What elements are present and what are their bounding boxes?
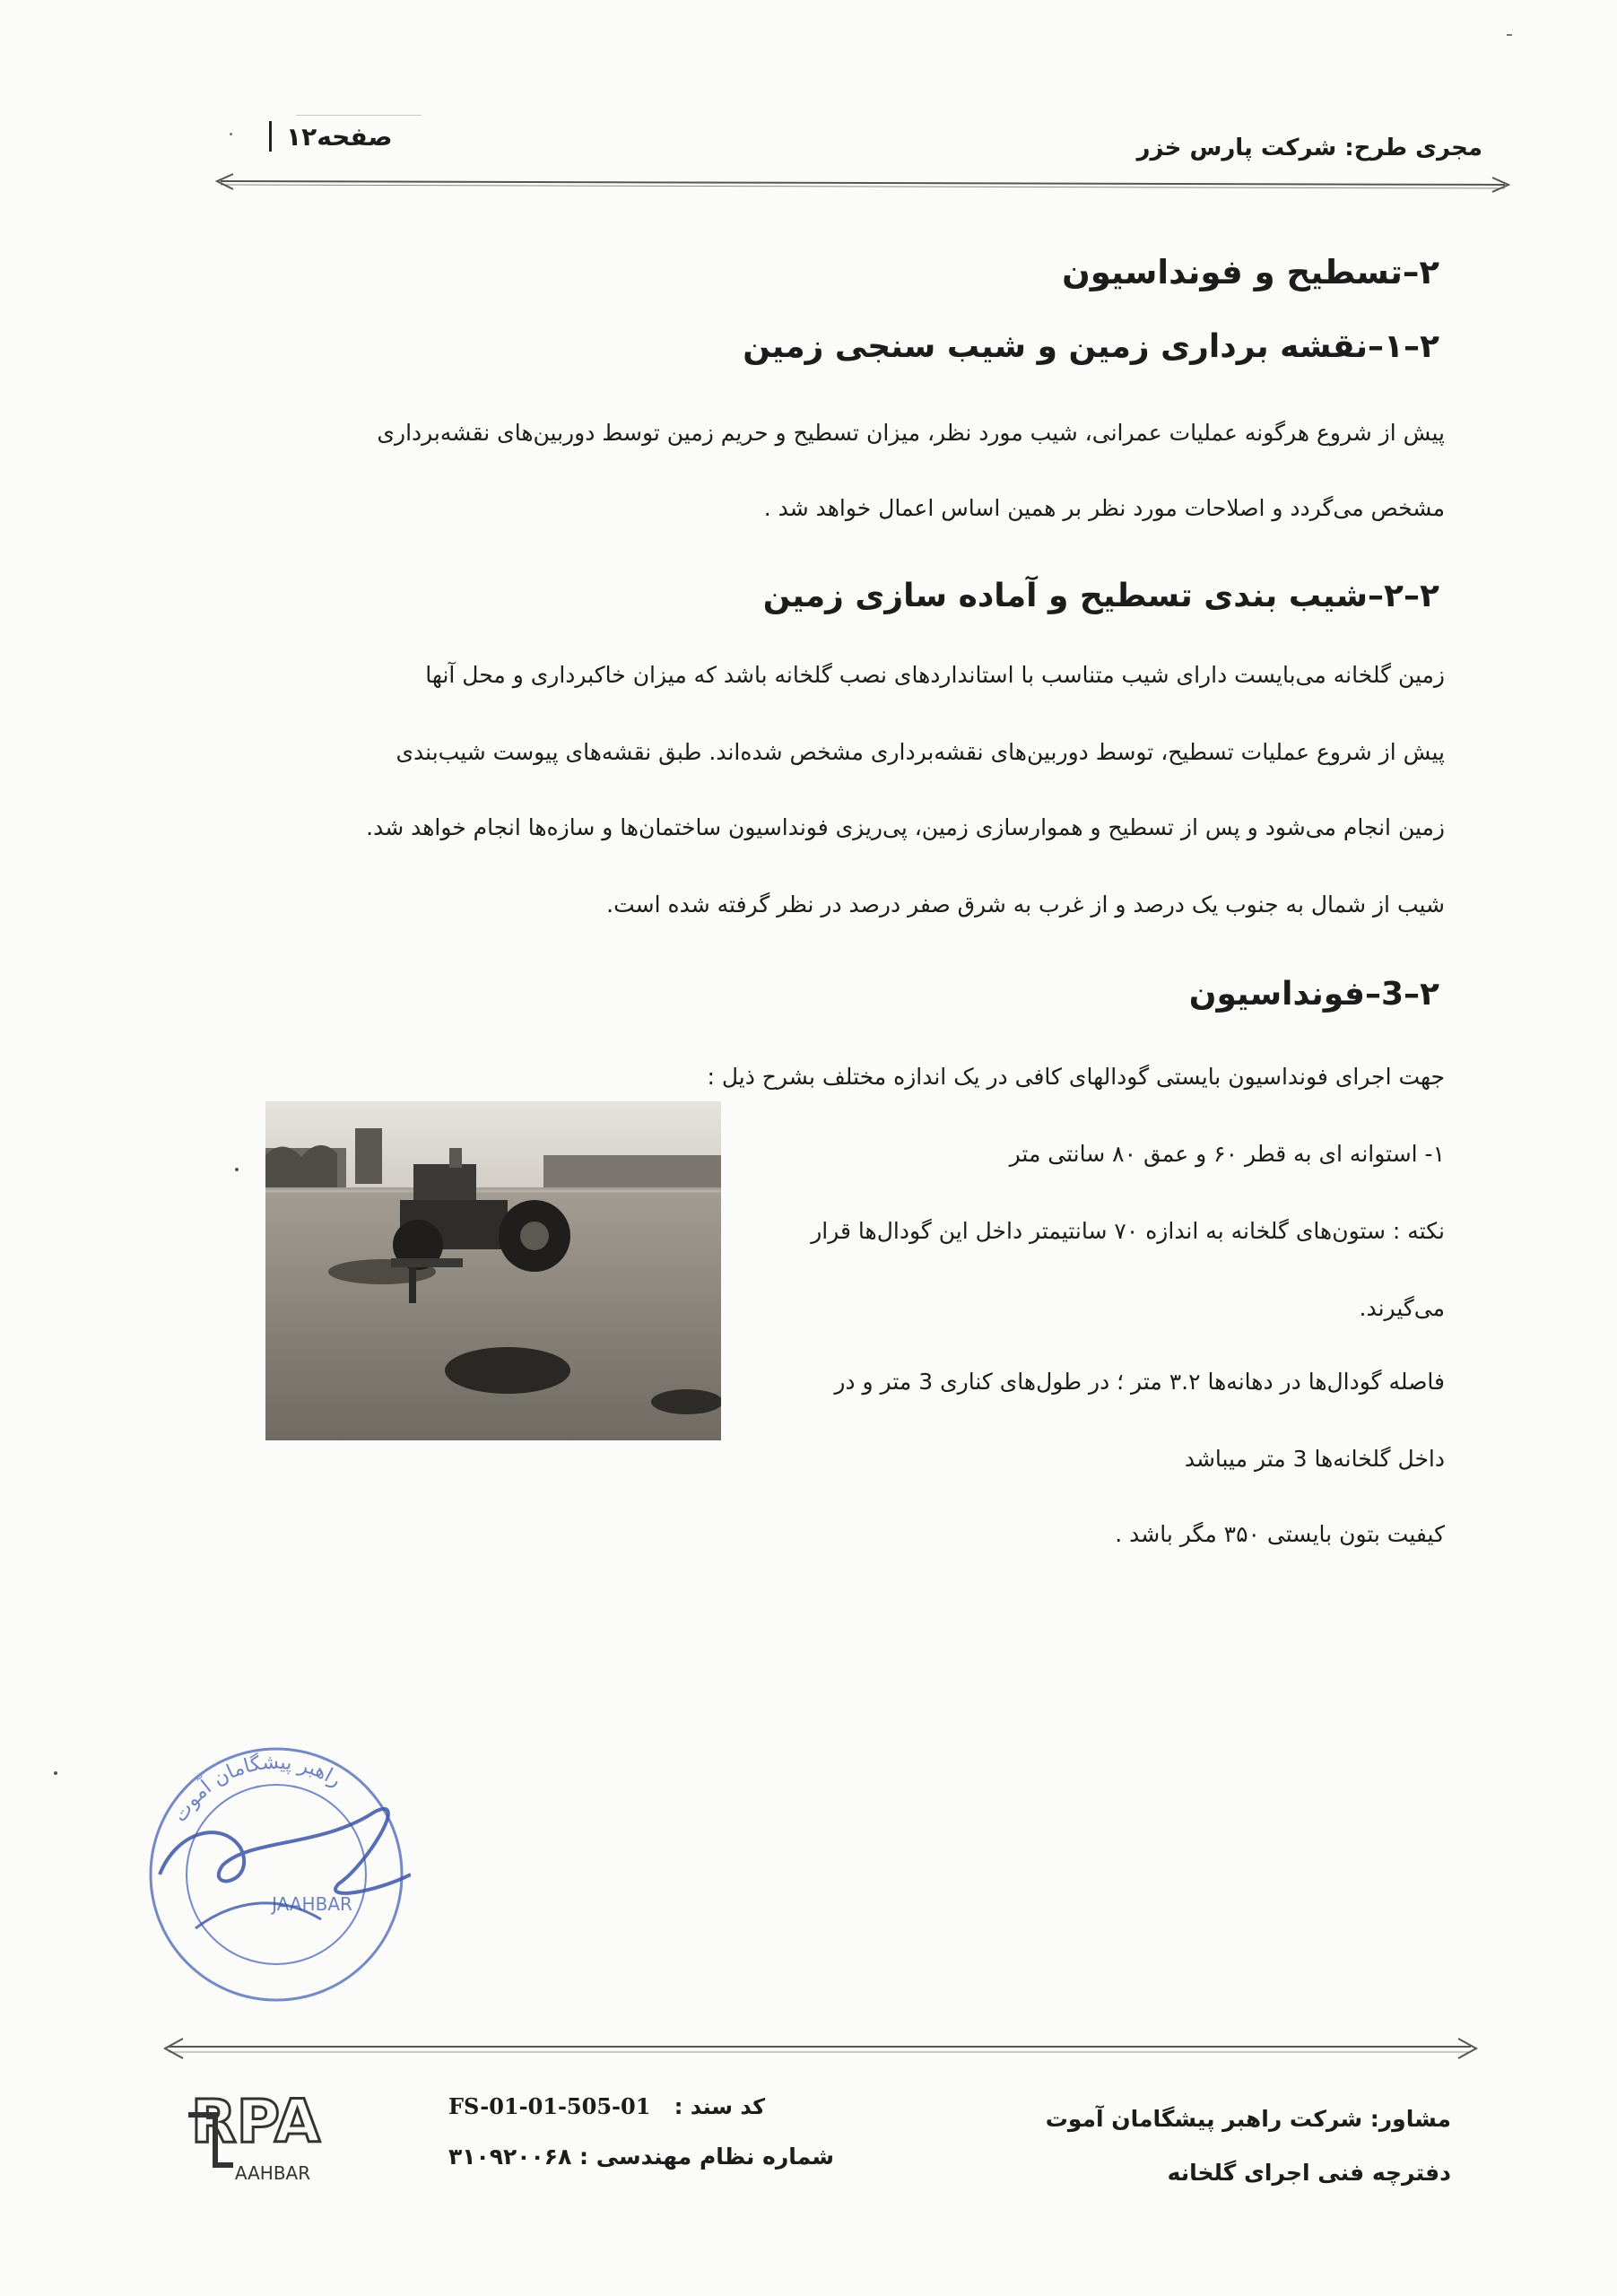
footer-arrow-rule bbox=[161, 2038, 1480, 2059]
stamp-center-text: JAAHBAR bbox=[272, 1893, 352, 1915]
logo-word-text: AAHBAR bbox=[234, 2162, 311, 2184]
s3-spacing-line-1: فاصله گودال‌ها در دهانه‌ها ۳.۲ متر ؛ در طول‌های کناری 3 متر و در bbox=[834, 1369, 1445, 1395]
rpa-logo bbox=[179, 2079, 332, 2187]
s3-intro: جهت اجرای فونداسیون بایستی گودالهای کافی در یک اندازه مختلف بشرح ذیل : bbox=[707, 1064, 1445, 1090]
scan-speck bbox=[235, 1168, 239, 1171]
scan-speck bbox=[54, 1771, 57, 1775]
stamp-ring-text: راهبر پیشگامان آموت bbox=[169, 1751, 345, 1827]
s2-line-4: شیب از شمال به جنوب یک درصد و از غرب به شرق صفر درصد در نظر گرفته شده است. bbox=[606, 891, 1445, 918]
logo-mark-text: RPA bbox=[190, 2087, 321, 2156]
s1-line-1: پیش از شروع هرگونه عملیات عمرانی، شیب مورد نظر، میزان تسطیح و حریم زمین توسط دوربین‌های نقشه‌برداری bbox=[377, 420, 1445, 446]
subsection-3-title: ۲–3–فونداسیون bbox=[1188, 976, 1439, 1013]
s3-concrete: کیفیت بتون بایستی ۳۵۰ مگر باشد . bbox=[1115, 1521, 1445, 1547]
subsection-2-title: ۲–۲–شیب بندی تسطیح و آماده سازی زمین bbox=[762, 578, 1439, 614]
svg-text:راهبر پیشگامان آموت bbox=[169, 1752, 345, 1827]
s3-spacing-line-2: داخل گلخانه‌ها 3 متر میباشد bbox=[1184, 1446, 1445, 1472]
page-number-divider bbox=[269, 121, 272, 152]
header-arrow-rule bbox=[213, 174, 1514, 192]
subsection-1-title: ۲–۱–نقشه برداری زمین و شیب سنجی زمین bbox=[743, 328, 1439, 365]
s2-line-3: زمین انجام می‌شود و پس از تسطیح و هموارسازی زمین، پی‌ریزی فونداسیون ساختمان‌ها و سازه‌ها انجام خواهد شد. bbox=[366, 814, 1445, 840]
s3-item-1: ۱- استوانه ای به قطر ۶۰ و عمق ۸۰ سانتی متر bbox=[1009, 1141, 1445, 1167]
doc-code-value: FS-01-01-505-01 bbox=[448, 2093, 651, 2119]
page-number-label: صفحه۱۲ bbox=[286, 121, 393, 152]
s3-note-line-2: می‌گیرند. bbox=[1359, 1295, 1445, 1321]
scan-speck bbox=[230, 133, 232, 135]
header-page-number bbox=[269, 121, 393, 152]
footer-engineering-number: شماره نظام مهندسی : ۳۱۰۹۲۰۰۶۸ bbox=[448, 2144, 834, 2170]
s3-note-line-1: نکته : ستون‌های گلخانه به اندازه ۷۰ سانتیمتر داخل این گودال‌ها قرار bbox=[811, 1218, 1445, 1244]
footer-booklet: دفترچه فنی اجرای گلخانه bbox=[1167, 2160, 1451, 2186]
footer-doc-code bbox=[448, 2093, 765, 2119]
doc-code-label: کد سند : bbox=[674, 2094, 766, 2119]
section-title: ۲–تسطیح و فونداسیون bbox=[1062, 253, 1439, 291]
header-top-rule bbox=[296, 115, 422, 116]
s2-line-2: پیش از شروع عملیات تسطیح، توسط دوربین‌های نقشه‌برداری مشخص شده‌اند. طبق نقشه‌های پیوست شیب‌بندی bbox=[396, 739, 1445, 765]
signature-scribble bbox=[160, 1809, 411, 1893]
company-stamp bbox=[142, 1740, 411, 2009]
s2-line-1: زمین گلخانه می‌بایست دارای شیب متناسب با استانداردهای نصب گلخانه باشد که میزان خاکبرداری و محل آنها bbox=[425, 662, 1445, 688]
footer-consultant: مشاور: شرکت راهبر پیشگامان آموت bbox=[1045, 2106, 1451, 2132]
s1-line-2: مشخص می‌گردد و اصلاحات مورد نظر بر همین اساس اعمال خواهد شد . bbox=[763, 495, 1445, 521]
tractor-auger-photo bbox=[265, 1101, 721, 1440]
header-executor: مجری طرح: شرکت پارس خزر bbox=[1136, 135, 1482, 161]
scan-speck bbox=[1507, 34, 1512, 36]
